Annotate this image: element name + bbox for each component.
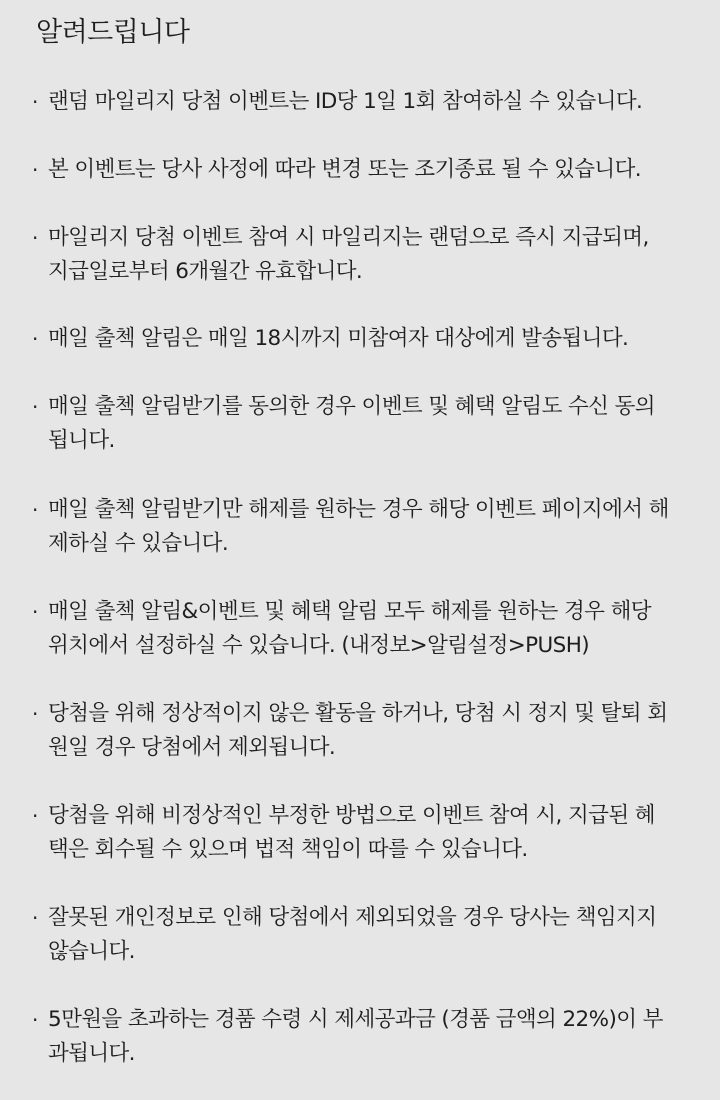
bullet-icon: · [32, 395, 38, 419]
notice-item-text: 당첨을 위해 정상적이지 않은 활동을 하거나, 당첨 시 정지 및 탈퇴 회 원일 경우 당첨에서 제외됩니다. [48, 701, 668, 760]
notice-item [32, 153, 692, 187]
notice-item-text: 랜덤 마일리지 당첨 이벤트는 ID당 1일 1회 참여하실 수 있습니다. [48, 89, 643, 114]
notice-item-text: 5만원을 초과하는 경품 수령 시 제세공과금 (경품 금액의 22%)이 부 과됩니다. [48, 1007, 663, 1066]
bullet-icon: · [32, 327, 38, 351]
bullet-icon: · [32, 1008, 38, 1032]
notice-item-text: 당첨을 위해 비정상적인 부정한 방법으로 이벤트 참여 시, 지급된 혜 택은 회수될 수 있으며 법적 책임이 따를 수 있습니다. [48, 803, 655, 862]
bullet-icon: · [32, 90, 38, 114]
notice-item [32, 697, 692, 765]
notice-item [32, 799, 692, 867]
notice-item-text: 매일 출첵 알림&이벤트 및 혜택 알림 모두 해제를 원하는 경우 해당 위치에서 설정하실 수 있습니다. (내정보>알림설정>PUSH) [48, 599, 651, 658]
bullet-icon: · [32, 600, 38, 624]
notice-title: 알려드립니다 [36, 17, 190, 48]
bullet-icon: · [32, 702, 38, 726]
notice-item-text: 매일 출첵 알림받기만 해제를 원하는 경우 해당 이벤트 페이지에서 해 제하실 수 있습니다. [48, 497, 669, 556]
notice-item [32, 85, 692, 119]
notice-item-text: 매일 출첵 알림받기를 동의한 경우 이벤트 및 혜택 알림도 수신 동의 됩니다. [48, 394, 655, 453]
notice-item [32, 493, 692, 561]
bullet-icon: · [32, 804, 38, 828]
bullet-icon: · [32, 158, 38, 182]
notice-item [32, 595, 692, 663]
notice-item [32, 390, 692, 458]
notice-item-text: 마일리지 당첨 이벤트 참여 시 마일리지는 랜덤으로 즉시 지급되며, 지급일로부터 6개월간 유효합니다. [48, 225, 649, 284]
notice-item-text: 잘못된 개인정보로 인해 당첨에서 제외되었을 경우 당사는 책임지지 않습니다. [48, 905, 657, 964]
notice-item-text: 매일 출첵 알림은 매일 18시까지 미참여자 대상에게 발송됩니다. [48, 326, 629, 351]
notice-item [32, 1003, 692, 1071]
bullet-icon: · [32, 226, 38, 250]
notice-item [32, 901, 692, 969]
bullet-icon: · [32, 498, 38, 522]
bullet-icon: · [32, 906, 38, 930]
notice-item [32, 322, 692, 356]
notice-item-text: 본 이벤트는 당사 사정에 따라 변경 또는 조기종료 될 수 있습니다. [48, 157, 641, 182]
notice-item [32, 221, 692, 289]
